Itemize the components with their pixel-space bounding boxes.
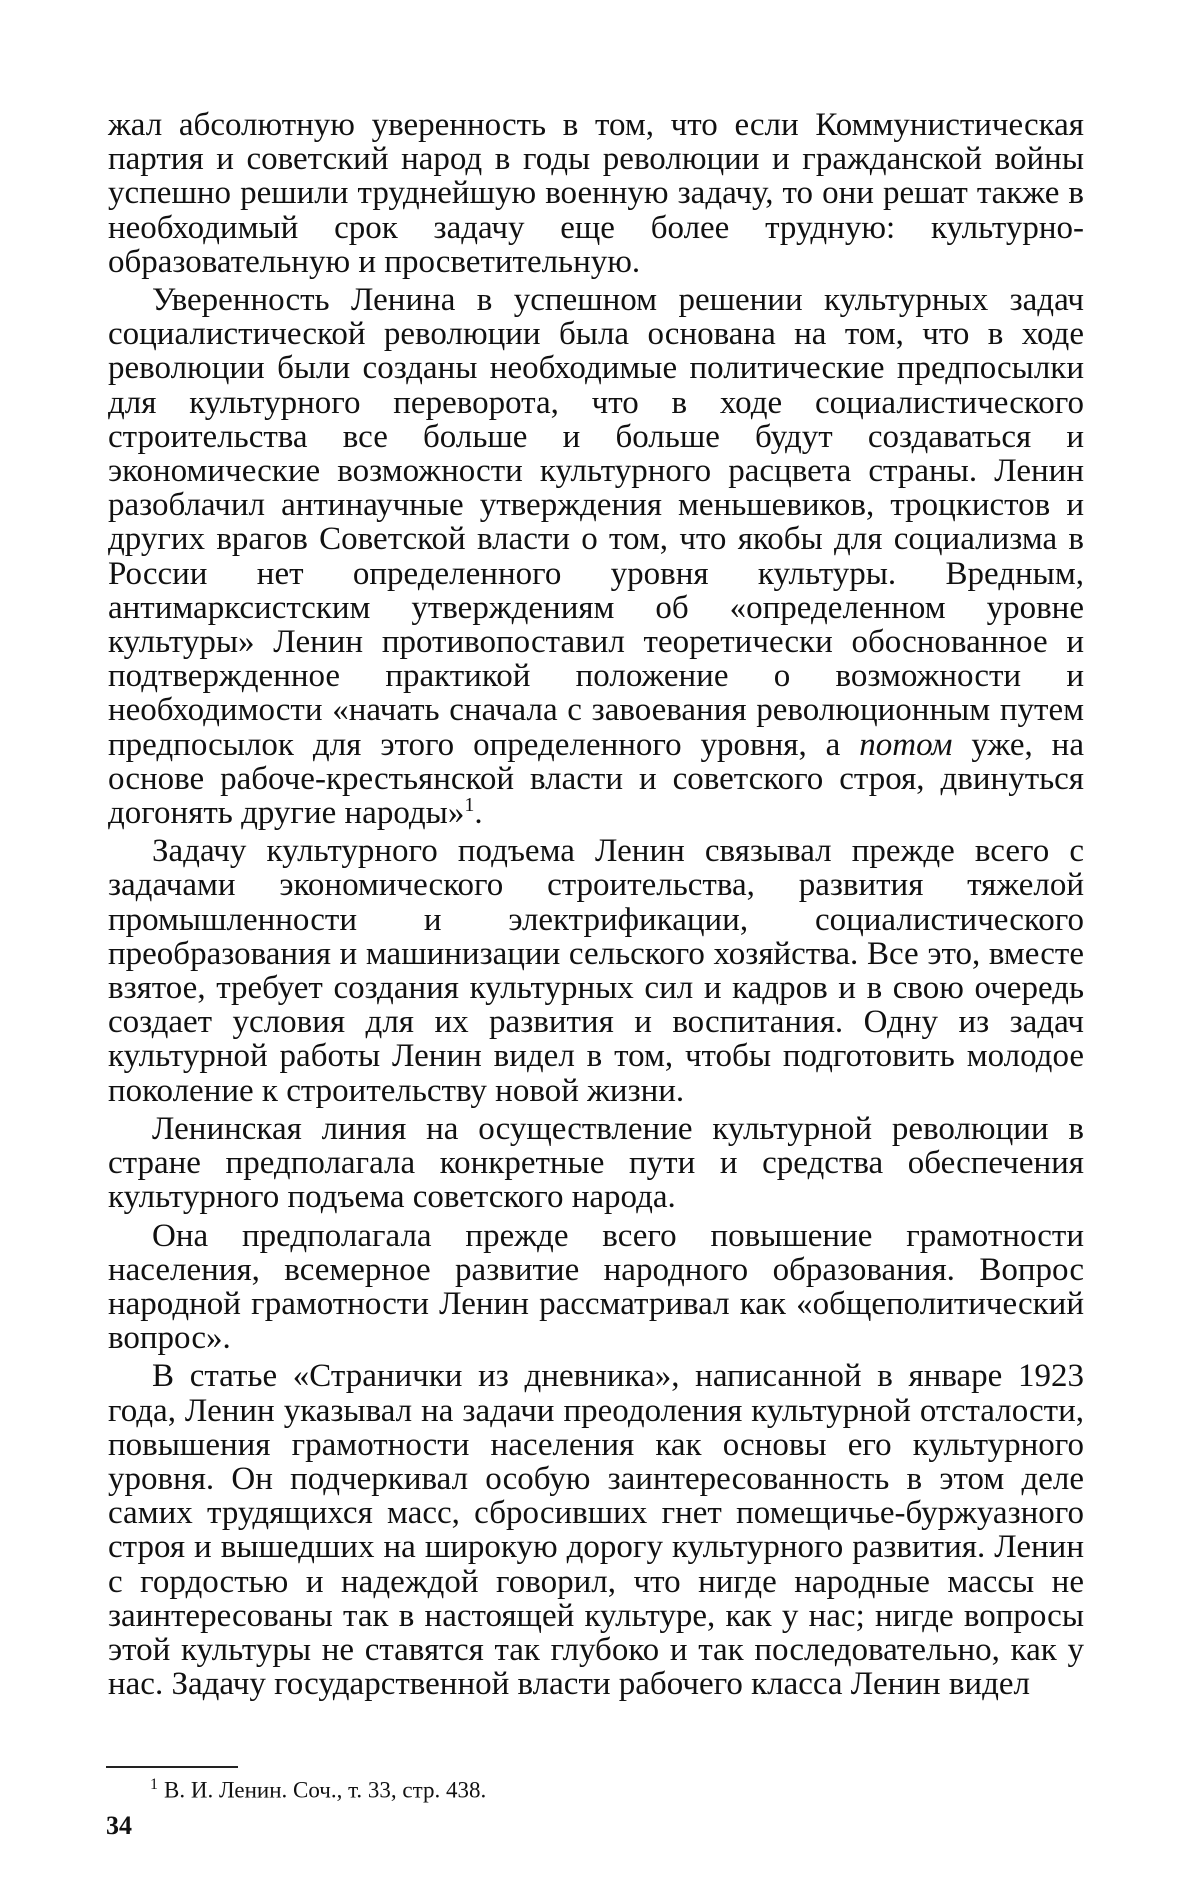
footnote-divider: [106, 1766, 238, 1768]
footnote-reference[interactable]: 1: [464, 794, 475, 817]
paragraph-2-end: .: [474, 795, 483, 832]
paragraph-6: В статье «Странички из дневника», написанной в январе 1923 года, Ленин указывал на задачи преодоления культурной отсталости, повышения грамотности населения как основы его культурного уровня. Он подчеркивал особую заинтересованность в этом деле самих трудящихся масс, сбросивших гнет помещичье-буржуазного строя и вышедших на широкую дорогу культурного развития. Ленин с гордостью и надеждой говорил, что нигде народные массы не заинтересованы так в настоящей культуре, как у нас; нигде вопросы этой культуры не ставятся так глубоко и так последовательно, как у нас. Задачу государственной власти рабочего класса Ленин видел: [108, 1358, 1084, 1703]
paragraph-1: жал абсолютную уверенность в том, что если Коммунистическая партия и советский народ в годы революции и гражданской войны успешно решили труднейшую военную задачу, то они решат также в необходимый срок задачу еще более трудную: культурно-образовательную и просветительную.: [108, 107, 1084, 280]
paragraph-5: Она предполагала прежде всего повышение грамотности населения, всемерное развитие народного образования. Вопрос народной грамотности Ленин рассматривал как «общеполитический вопрос».: [108, 1217, 1084, 1357]
paragraph-3: Задачу культурного подъема Ленин связывал прежде всего с задачами экономического строительства, развития тяжелой промышленности и электрификации, социалистического преобразования и машинизации сельского хозяйства. Все это, вместе взятое, требует создания культурных сил и кадров и в свою очередь создает условия для их развития и воспитания. Одну из задач культурной работы Ленин видел в том, чтобы подготовить молодое поколение к строительству новой жизни.: [108, 833, 1084, 1109]
paragraph-2-text: Уверенность Ленина в успешном решении культурных задач социалистической революции была основана на том, что в ходе революции были созданы необходимые политические предпосылки для культурного переворота, что в ходе социалистического строительства все больше и больше будут создаваться и экономические возможности культурного расцвета страны. Ленин разоблачил антинаучные утверждения меньшевиков, троцкистов и других врагов Советской власти о том, что якобы для социализма в России нет определенного уровня культуры. Вредным, антимарксистским утверждениям об «определенном уровне культуры» Ленин противопоставил теоретически обоснованное и подтвержденное практикой положение о возможности и необходимости «начать сначала с завоевания революционным путем предпосылок для этого определенного уровня, а: [108, 282, 1084, 763]
footnote-number: 1: [150, 1776, 158, 1793]
page-number: 34: [106, 1811, 132, 1840]
page-body: [108, 108, 1084, 1701]
paragraph-4: Ленинская линия на осуществление культурной революции в стране предполагала конкретные пути и средства обеспечения культурного подъема советского народа.: [108, 1110, 1084, 1216]
footnote: [150, 1770, 486, 1806]
paragraph-2-text-after: уже, на основе рабоче-крестьянской власти и советского строя, двинуться догонять другие народы»: [108, 726, 1084, 832]
emphasis-word: потом: [859, 726, 953, 763]
paragraph-2: [108, 283, 1084, 830]
footnote-text: В. И. Ленин. Соч., т. 33, стр. 438.: [164, 1777, 487, 1803]
